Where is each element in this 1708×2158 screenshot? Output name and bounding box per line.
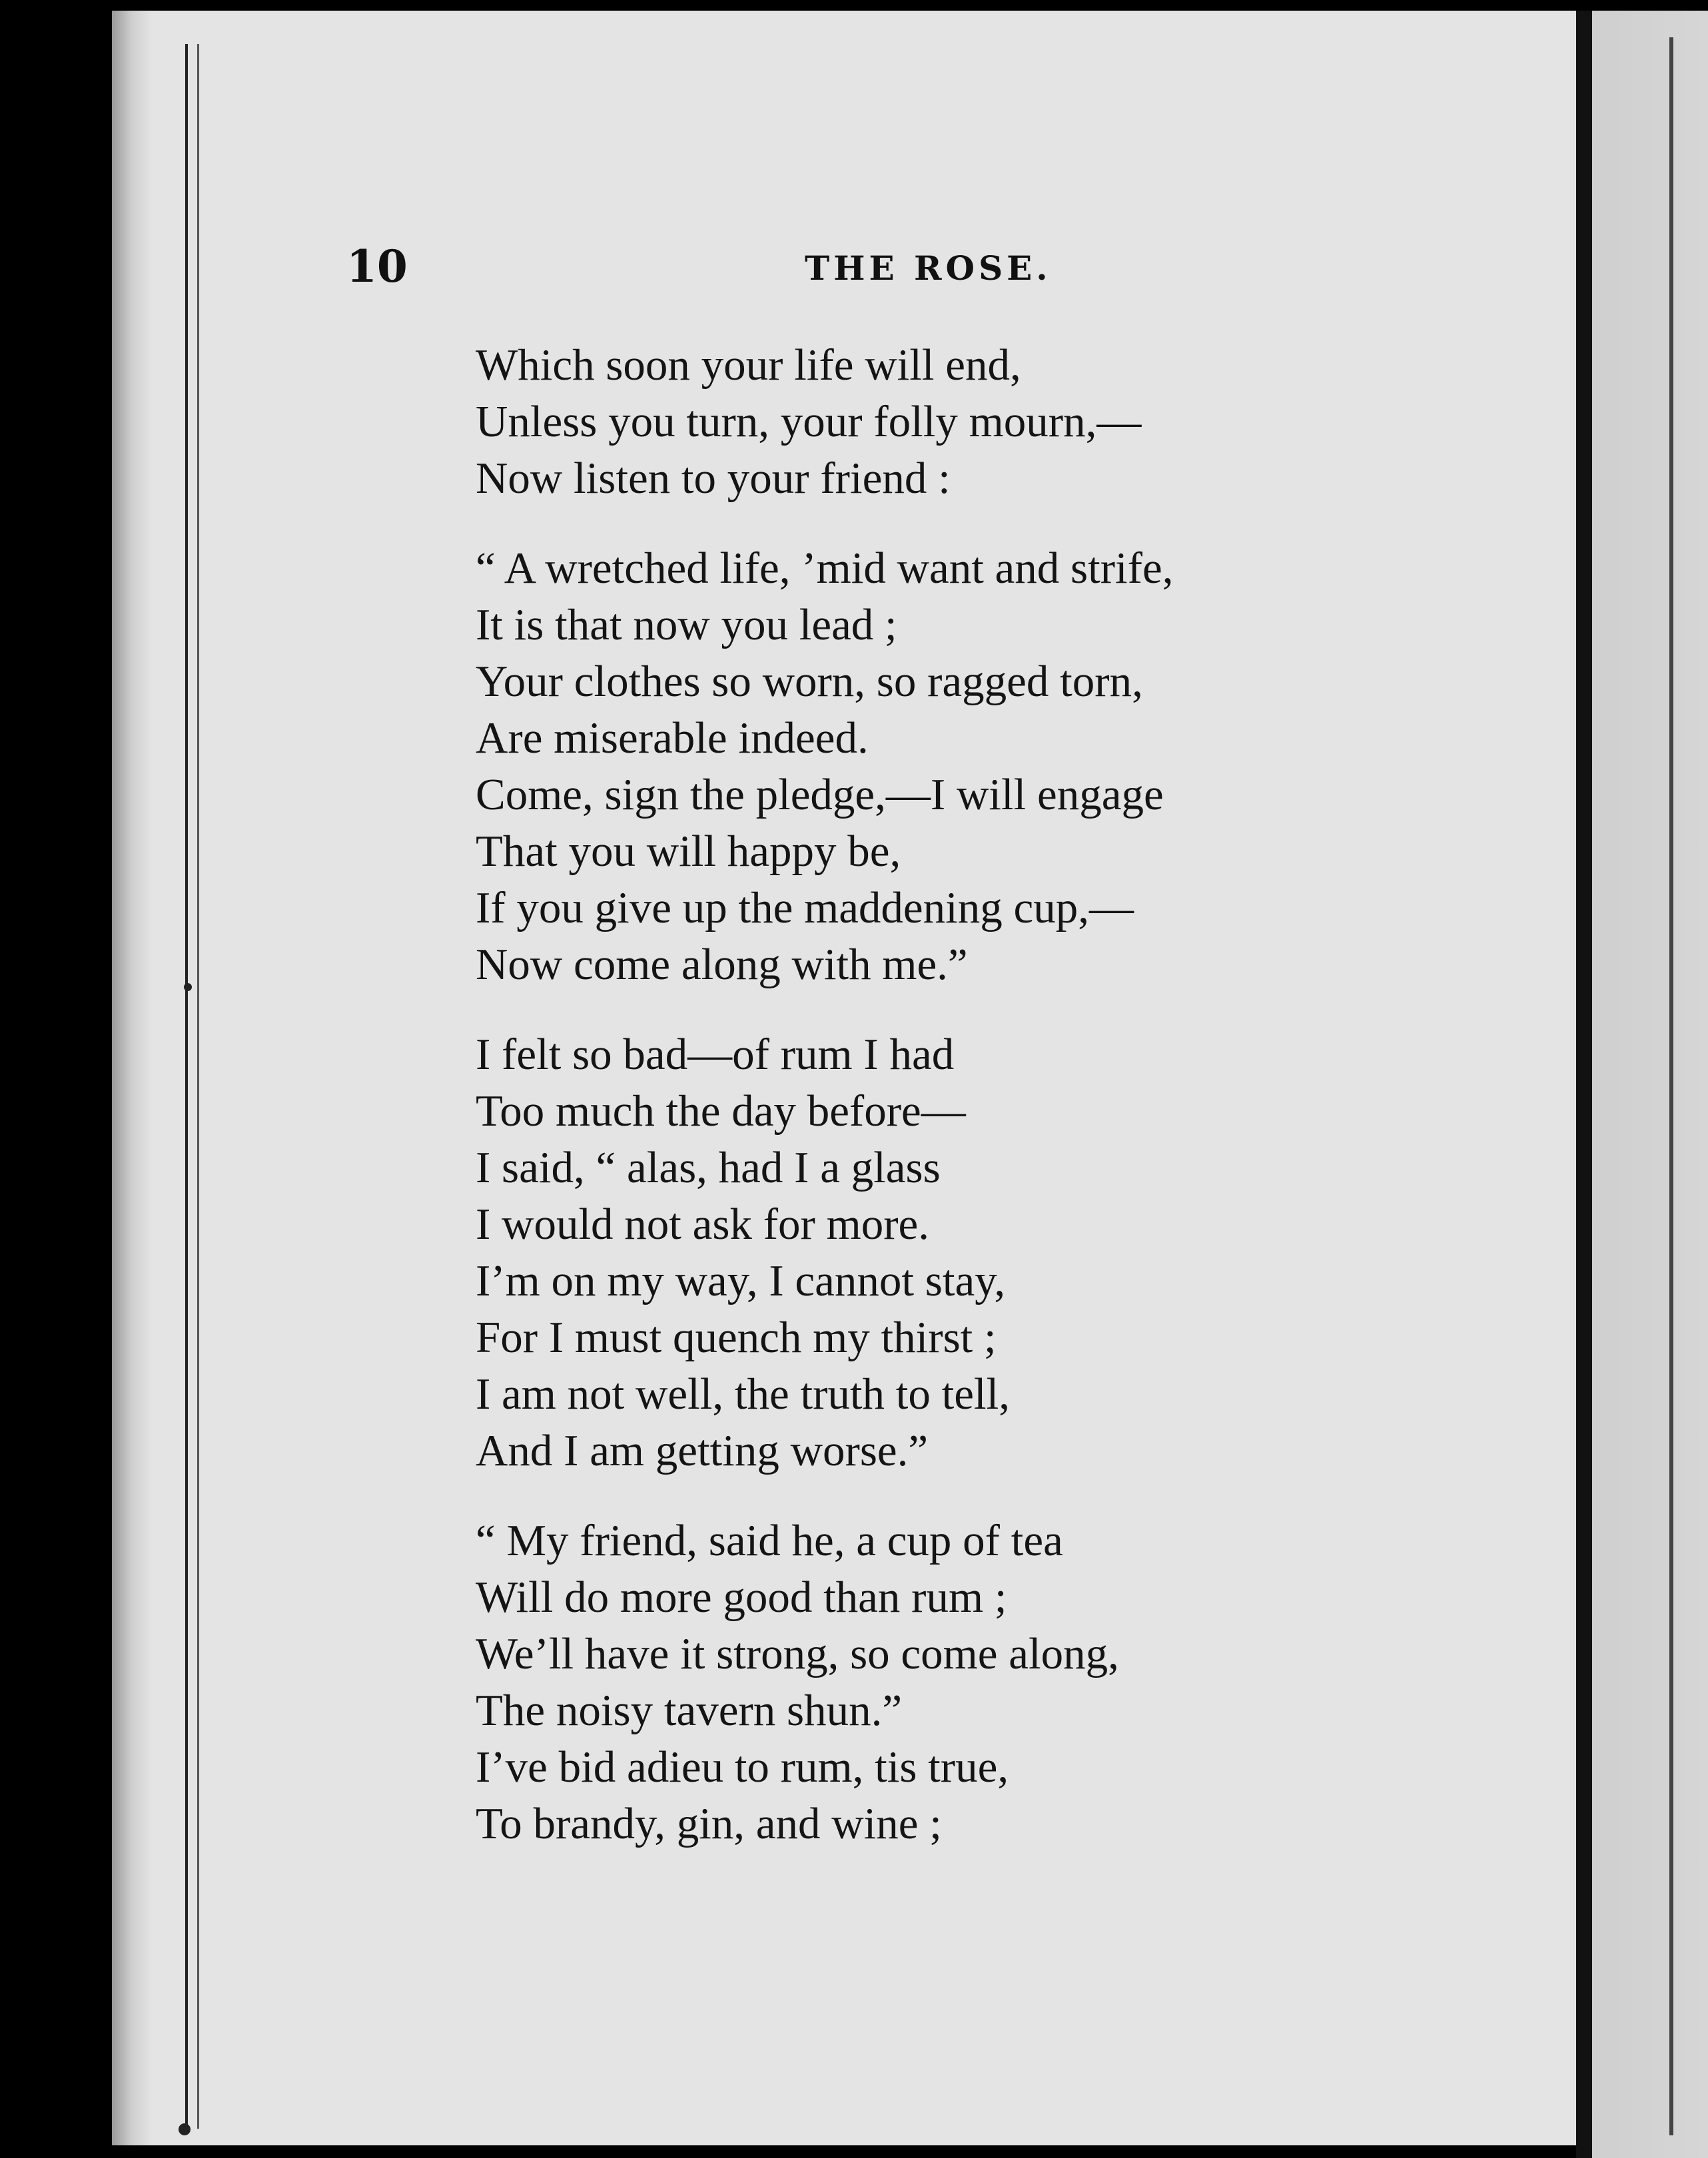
poem-line: Unless you turn, your folly mourn,—	[476, 397, 1142, 446]
running-title: THE ROSE.	[805, 248, 1052, 288]
binding-shadow	[1576, 11, 1592, 2158]
poem-line: I’m on my way, I cannot stay,	[476, 1256, 1006, 1305]
poem-line: Will do more good than rum ;	[476, 1573, 1007, 1622]
poem-line: Come, sign the pledge,—I will engage	[476, 770, 1164, 819]
poem-line: Now come along with me.”	[476, 940, 968, 989]
poem-line: Your clothes so worn, so ragged torn,	[476, 657, 1143, 706]
stanza	[476, 1513, 1475, 1852]
stanza	[476, 337, 1475, 507]
stanza	[476, 540, 1475, 993]
book-page	[112, 11, 1577, 2145]
page-edge-shadow	[112, 11, 152, 2145]
poem-line: “ My friend, said he, a cup of tea	[476, 1516, 1063, 1565]
poem-line: It is that now you lead ;	[476, 600, 897, 649]
poem-line: Which soon your life will end,	[476, 340, 1021, 390]
poem-line: I said, “ alas, had I a glass	[476, 1143, 941, 1192]
page-number: 10	[346, 240, 408, 292]
ink-speck	[179, 2123, 191, 2135]
poem-line: The noisy tavern shun.”	[476, 1686, 903, 1735]
poem-line: I would not ask for more.	[476, 1200, 930, 1249]
poem-line: For I must quench my thirst ;	[476, 1313, 997, 1362]
poem-line: I’ve bid adieu to rum, tis true,	[476, 1742, 1009, 1792]
poem-line: If you give up the maddening cup,—	[476, 883, 1134, 932]
poem-line: I am not well, the truth to tell,	[476, 1369, 1010, 1419]
page-edge-lines	[185, 44, 199, 2129]
poem-line: To brandy, gin, and wine ;	[476, 1799, 942, 1848]
poem-text	[476, 337, 1475, 1886]
ink-speck	[184, 983, 192, 991]
poem-line: Now listen to your friend :	[476, 454, 951, 503]
poem-line: Are miserable indeed.	[476, 713, 869, 763]
facing-page-rule	[1669, 37, 1673, 2135]
facing-page-edge	[1576, 11, 1708, 2158]
stanza	[476, 1026, 1475, 1479]
poem-line: “ A wretched life, ’mid want and strife,	[476, 543, 1174, 593]
poem-line: That you will happy be,	[476, 827, 901, 876]
poem-line: We’ll have it strong, so come along,	[476, 1629, 1119, 1678]
poem-line: And I am getting worse.”	[476, 1426, 929, 1475]
poem-line: I felt so bad—of rum I had	[476, 1030, 955, 1079]
poem-line: Too much the day before—	[476, 1086, 966, 1136]
page-header	[112, 240, 1577, 294]
